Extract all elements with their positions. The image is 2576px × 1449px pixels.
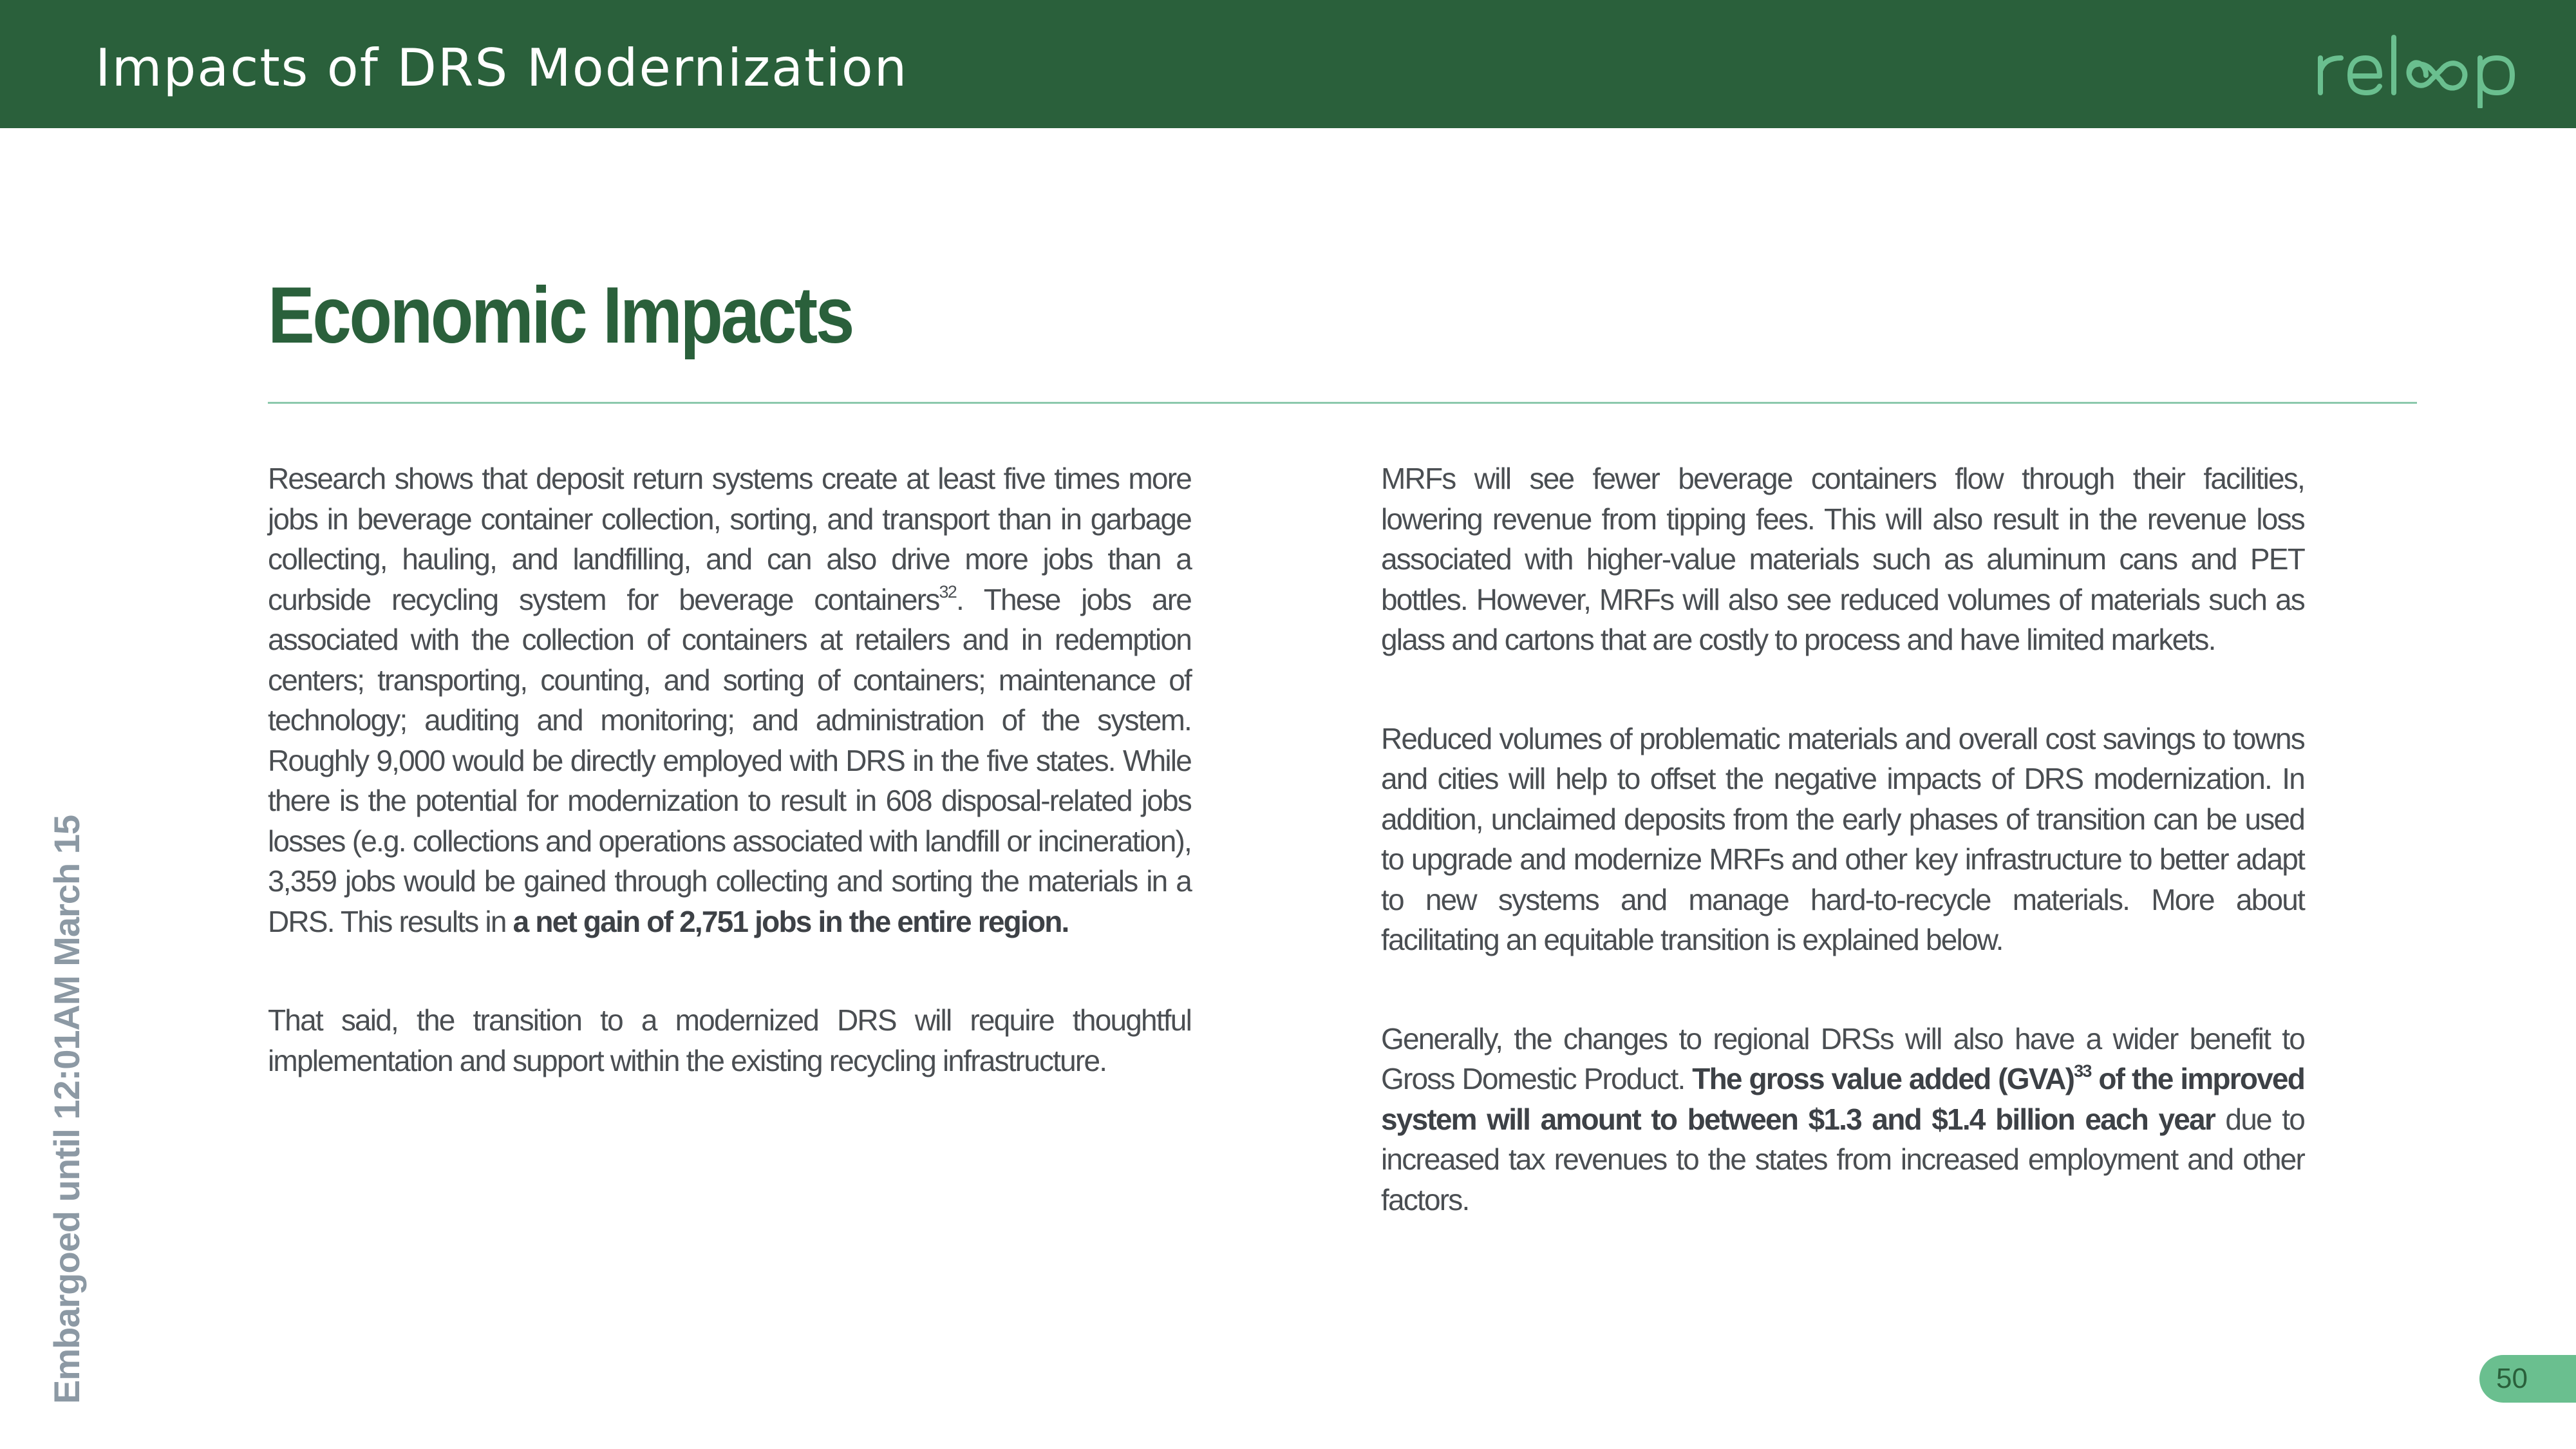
jobs-text-part-2: . These jobs are associated with the collection of containers at retailers and in redemption centers; transporting, counting, and sorting of containers; maintenance of technology; auditing and monitoring; and administration of the system. Roughly 9,000 would be directly employed with DRS in the five states. While there is the potential for modernization to result in 608 disposal-related jobs losses (e.g. collections and operations associated with landfill or incineration), 3,359 jobs would be gained through collecting and sorting the materials in a DRS. This results in <box>268 582 1191 938</box>
page-title: Economic Impacts <box>268 271 852 360</box>
reloop-logo <box>2315 31 2534 108</box>
header-bar <box>0 0 2576 128</box>
gdp-text-part-1: Generally, the changes to regional DRSs will also have a wider benefit to Gross Domestic Product. <box>1381 1021 2304 1095</box>
footnote-ref-33[interactable]: 33 <box>2074 1061 2091 1081</box>
title-divider <box>268 402 2417 404</box>
net-jobs-highlight: a net gain of 2,751 jobs in the entire region. <box>512 904 1069 938</box>
page-number-badge: 50 <box>2479 1355 2576 1403</box>
gdp-paragraph <box>1381 1019 2304 1220</box>
embargo-notice: Embargoed until 12:01AM March 15 <box>46 815 87 1404</box>
right-column <box>1381 459 2304 1220</box>
transition-paragraph: That said, the transition to a modernized DRS will require thoughtful implementation and support within the existing recycling infrastructure. <box>268 1003 1191 1077</box>
mrf-paragraph: MRFs will see fewer beverage containers flow through their facilities, lowering revenue from tipping fees. This will also result in the revenue loss associated with higher-value materials such as aluminum cans and PET bottles. However, MRFs will also see reduced volumes of materials such as glass and cartons that are costly to process and have limited markets. <box>1381 462 2304 656</box>
section-title: Impacts of DRS Modernization <box>95 38 908 98</box>
gva-highlight-part-2: of the improved system will amount to between $1.3 and $1.4 billion each year <box>1381 1062 2304 1136</box>
jobs-text-part-1: Research shows that deposit return systems create at least five times more jobs in beverage container collection, sorting, and transport than in garbage collecting, hauling, and landfilling, and can also drive more jobs than a curbside recycling system for beverage containers <box>268 462 1191 616</box>
left-column <box>268 459 1191 1081</box>
footnote-ref-32[interactable]: 32 <box>939 582 956 601</box>
gdp-text-part-2: due to increased tax revenues to the states from increased employment and other factors. <box>1381 1102 2304 1217</box>
offset-paragraph: Reduced volumes of problematic materials and overall cost savings to towns and cities will help to offset the negative impacts of DRS modernization. In addition, unclaimed deposits from the early phases of transition can be used to upgrade and modernize MRFs and other key infrastructure to better adapt to new systems and manage hard-to-recycle materials. More about facilitating an equitable transition is explained below. <box>1381 721 2304 956</box>
gva-highlight-part-1: The gross value added (GVA) <box>1692 1062 2074 1095</box>
jobs-paragraph <box>268 459 1191 942</box>
